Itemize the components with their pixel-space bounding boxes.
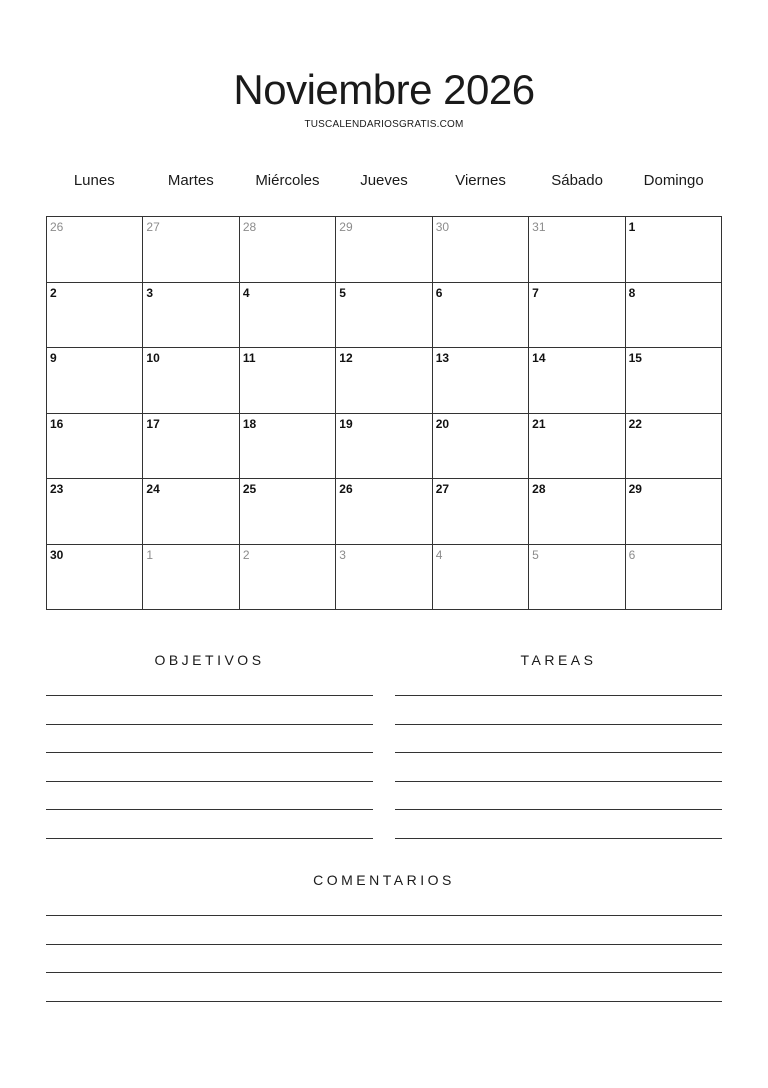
objetivos-heading: OBJETIVOS [154, 652, 265, 668]
day-cell [143, 414, 239, 480]
day-number: 14 [532, 351, 546, 365]
day-number: 28 [532, 482, 546, 496]
day-cell [626, 414, 722, 480]
day-number: 15 [628, 351, 642, 365]
comentarios-line [46, 1001, 722, 1002]
day-cell [47, 414, 143, 480]
day-cell [240, 479, 336, 545]
day-cell [433, 479, 529, 545]
day-number: 2 [242, 547, 250, 562]
weekday-label: Jueves [360, 172, 408, 189]
day-cell [336, 545, 432, 611]
tareas-line [395, 752, 722, 753]
weekday-label: Viernes [455, 172, 506, 189]
comentarios-line [46, 972, 722, 973]
objetivos-line [46, 838, 373, 839]
day-number: 3 [339, 547, 346, 562]
day-number: 28 [242, 220, 257, 234]
day-cell [626, 545, 722, 611]
day-cell [626, 348, 722, 414]
day-cell [47, 217, 143, 283]
day-number: 27 [146, 220, 160, 234]
day-cell [336, 479, 432, 545]
day-number: 27 [435, 482, 450, 496]
tareas-line [395, 809, 722, 810]
day-cell [240, 283, 336, 349]
weekday-header-row [46, 172, 722, 192]
day-cell [143, 479, 239, 545]
day-number: 2 [50, 285, 57, 300]
day-cell [626, 283, 722, 349]
weekday-label: Lunes [73, 172, 115, 189]
tareas-heading: TAREAS [520, 652, 597, 668]
day-number: 29 [628, 482, 642, 496]
day-cell [433, 217, 529, 283]
day-number: 4 [242, 285, 250, 300]
comentarios-line [46, 915, 722, 916]
day-number: 25 [242, 482, 257, 496]
tareas-line [395, 781, 722, 782]
day-number: 7 [532, 285, 539, 300]
day-cell [143, 348, 239, 414]
objetivos-line [46, 781, 373, 782]
calendar-grid [46, 216, 722, 610]
day-number: 24 [146, 482, 160, 496]
day-number: 29 [339, 220, 353, 234]
day-number: 17 [146, 416, 160, 431]
day-cell [47, 348, 143, 414]
day-number: 1 [146, 547, 154, 562]
weekday-label: Miércoles [255, 172, 320, 189]
comentarios-heading: COMENTARIOS [313, 872, 455, 888]
objetivos-line [46, 724, 373, 725]
day-cell [433, 348, 529, 414]
day-cell [626, 479, 722, 545]
day-number: 11 [242, 351, 256, 365]
day-number: 6 [435, 285, 443, 300]
weekday-label: Martes [167, 172, 214, 189]
day-cell [529, 283, 625, 349]
day-number: 19 [339, 416, 353, 431]
day-cell [529, 545, 625, 611]
day-cell [143, 545, 239, 611]
website-credit: TUSCALENDARIOSGRATIS.COM [304, 119, 464, 130]
day-number: 20 [435, 416, 450, 431]
day-cell [240, 414, 336, 480]
weekday-label: Domingo [643, 172, 704, 189]
day-cell [336, 414, 432, 480]
objetivos-line [46, 752, 373, 753]
day-cell [626, 217, 722, 283]
tareas-line [395, 695, 722, 696]
day-cell [47, 545, 143, 611]
day-number: 3 [146, 285, 154, 300]
day-number: 31 [532, 220, 546, 234]
day-number: 9 [50, 351, 57, 365]
tareas-line [395, 838, 722, 839]
day-cell [336, 283, 432, 349]
weekday-label: Sábado [551, 172, 603, 189]
day-number: 4 [435, 547, 443, 562]
day-cell [47, 283, 143, 349]
day-cell [143, 283, 239, 349]
day-number: 18 [242, 416, 257, 431]
objetivos-line [46, 809, 373, 810]
day-cell [529, 479, 625, 545]
page-title: Noviembre 2026 [233, 66, 535, 113]
day-number: 5 [339, 285, 346, 300]
day-number: 5 [532, 547, 539, 562]
day-number: 1 [628, 220, 636, 234]
day-number: 30 [50, 547, 64, 562]
day-cell [433, 414, 529, 480]
day-number: 8 [628, 285, 636, 300]
day-cell [433, 545, 529, 611]
day-cell [433, 283, 529, 349]
day-cell [47, 479, 143, 545]
day-number: 13 [435, 351, 450, 365]
day-cell [529, 348, 625, 414]
day-cell [240, 545, 336, 611]
tareas-line [395, 724, 722, 725]
day-number: 23 [50, 482, 64, 496]
day-cell [240, 348, 336, 414]
day-number: 6 [628, 547, 636, 562]
day-number: 12 [339, 351, 353, 365]
day-number: 26 [339, 482, 353, 496]
day-cell [336, 348, 432, 414]
day-cell [143, 217, 239, 283]
day-number: 10 [146, 351, 160, 365]
day-number: 22 [628, 416, 642, 431]
comentarios-line [46, 944, 722, 945]
day-cell [529, 217, 625, 283]
day-cell [240, 217, 336, 283]
day-number: 26 [50, 220, 64, 234]
day-number: 30 [435, 220, 450, 234]
day-cell [336, 217, 432, 283]
day-number: 21 [532, 416, 546, 431]
day-cell [529, 414, 625, 480]
objetivos-line [46, 695, 373, 696]
day-number: 16 [50, 416, 64, 431]
